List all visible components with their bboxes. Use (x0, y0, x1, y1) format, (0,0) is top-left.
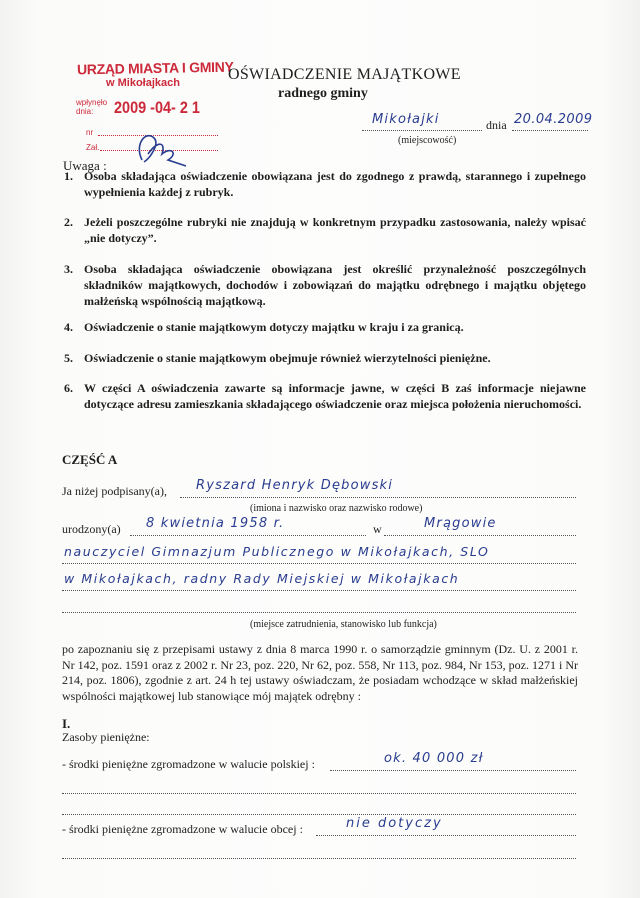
stamp-received-label: wpłynęło dnia: (76, 98, 108, 116)
place-line (362, 130, 482, 131)
name-caption: (imiona i nazwisko oraz nazwisko rodowe) (250, 503, 423, 514)
stamp-nr-label: nr (86, 128, 94, 137)
note-4 (64, 319, 586, 335)
born-label: urodzony(a) (62, 522, 121, 536)
born-in-label: w (373, 522, 382, 536)
employment-line-2 (62, 590, 576, 591)
foreign-extra-line (62, 858, 576, 859)
pln-extra-line-1 (62, 793, 576, 794)
note-text: Osoba składająca oświadczenie obowiązana jest określić przynależność poszczególnych składników majątkowych, dochodów i zobowiązań do majątku odrębnego i majątku objętego małżeńską wspólnością majątkową. (84, 262, 586, 308)
pln-label: - środki pieniężne zgromadzone w walucie polskiej : (62, 757, 315, 771)
stamp-town: w Mikołajkach (106, 77, 180, 89)
employment-text-2: w Mikołajkach, radny Rady Miejskiej w Mikołajkach (64, 571, 460, 586)
born-place-line (384, 535, 576, 536)
handwritten-initials-icon (128, 124, 188, 170)
stamp-office: URZĄD MIASTA I GMINY (76, 58, 234, 78)
section-1-numeral: I. (62, 716, 71, 731)
note-1 (64, 168, 586, 200)
employment-line-1 (62, 563, 576, 564)
place-caption: (miejscowość) (398, 135, 457, 146)
foreign-line (316, 835, 576, 836)
note-text: Oświadczenie o stanie majątkowym dotyczy majątku w kraju i za granicą. (84, 320, 464, 334)
note-6 (64, 380, 586, 412)
born-place: Mrągowie (424, 516, 497, 531)
note-3 (64, 261, 586, 309)
date-line (512, 130, 588, 131)
employment-text-1: nauczyciel Gimnazjum Publicznego w Mikołajkach, SLO (64, 544, 490, 559)
date-value: 20.04.2009 (514, 112, 593, 127)
born-date: 8 kwietnia 1958 r. (146, 516, 285, 531)
note-5 (64, 350, 586, 366)
foreign-value: nie dotyczy (346, 816, 443, 831)
document-subtitle: radnego gminy (278, 86, 368, 101)
statute-text: po zapoznaniu się z przepisami ustawy z dnia 8 marca 1990 r. o samorządzie gminnym (Dz. U. z 2001 r. Nr 142, poz. 1591 oraz z 2002 r. Nr 23, poz. 220, Nr 62, poz. 558, Nr 113, poz. 984, Nr 153, poz. 1271 i Nr 214, poz. 1806), zgodnie z art. 24 h tej ustawy oświadczam, że posiadam wchodzące w skład małżeńskiej wspólności majątkowej lub stanowiące mój majątek odrębny : (62, 642, 578, 703)
signed-line (180, 497, 576, 498)
note-number: 2. (64, 215, 73, 229)
date-prefix: dnia (486, 118, 507, 132)
part-a-heading: CZĘŚĆ A (62, 452, 118, 467)
note-number: 6. (64, 381, 73, 395)
note-text: Osoba składająca oświadczenie obowiązana jest do zgodnego z prawdą, starannego i zupełnego wypełnienia każdej z rubryk. (84, 169, 586, 199)
note-2 (64, 214, 586, 246)
pln-extra-line-2 (62, 814, 576, 815)
note-number: 1. (64, 169, 73, 183)
place-value: Mikołajki (372, 112, 440, 127)
stamp-zal-label: Zał. (86, 143, 100, 152)
signed-label: Ja niżej podpisany(a), (62, 484, 167, 498)
foreign-label: - środki pieniężne zgromadzone w walucie obcej : (62, 822, 303, 836)
pln-value: ok. 40 000 zł (384, 751, 484, 766)
note-number: 3. (64, 262, 73, 276)
born-date-line (130, 535, 366, 536)
note-text: W części A oświadczenia zawarte są informacje jawne, w części B zaś informacje niejawne dotyczące adresu zamieszkania składającego oświadczenie oraz miejsca położenia nieruchomości. (84, 381, 586, 411)
employment-line-3 (62, 612, 576, 613)
note-text: Oświadczenie o stanie majątkowym obejmuje również wierzytelności pieniężne. (84, 351, 491, 365)
document-title: OŚWIADCZENIE MAJĄTKOWE (228, 66, 461, 83)
stamp-received-date: 2009 -04- 2 1 (114, 98, 200, 117)
note-text: Jeżeli poszczególne rubryki nie znajdują w konkretnym przypadku zastosowania, należy wpisać „nie dotyczy”. (84, 215, 586, 245)
note-number: 4. (64, 320, 73, 334)
section-1-heading: Zasoby pieniężne: (62, 730, 150, 744)
pln-line (330, 770, 576, 771)
employment-caption: (miejsce zatrudnienia, stanowisko lub funkcja) (250, 619, 437, 630)
uwaga-label: Uwaga : (63, 158, 107, 173)
signed-name: Ryszard Henryk Dębowski (196, 478, 394, 493)
note-number: 5. (64, 351, 73, 365)
